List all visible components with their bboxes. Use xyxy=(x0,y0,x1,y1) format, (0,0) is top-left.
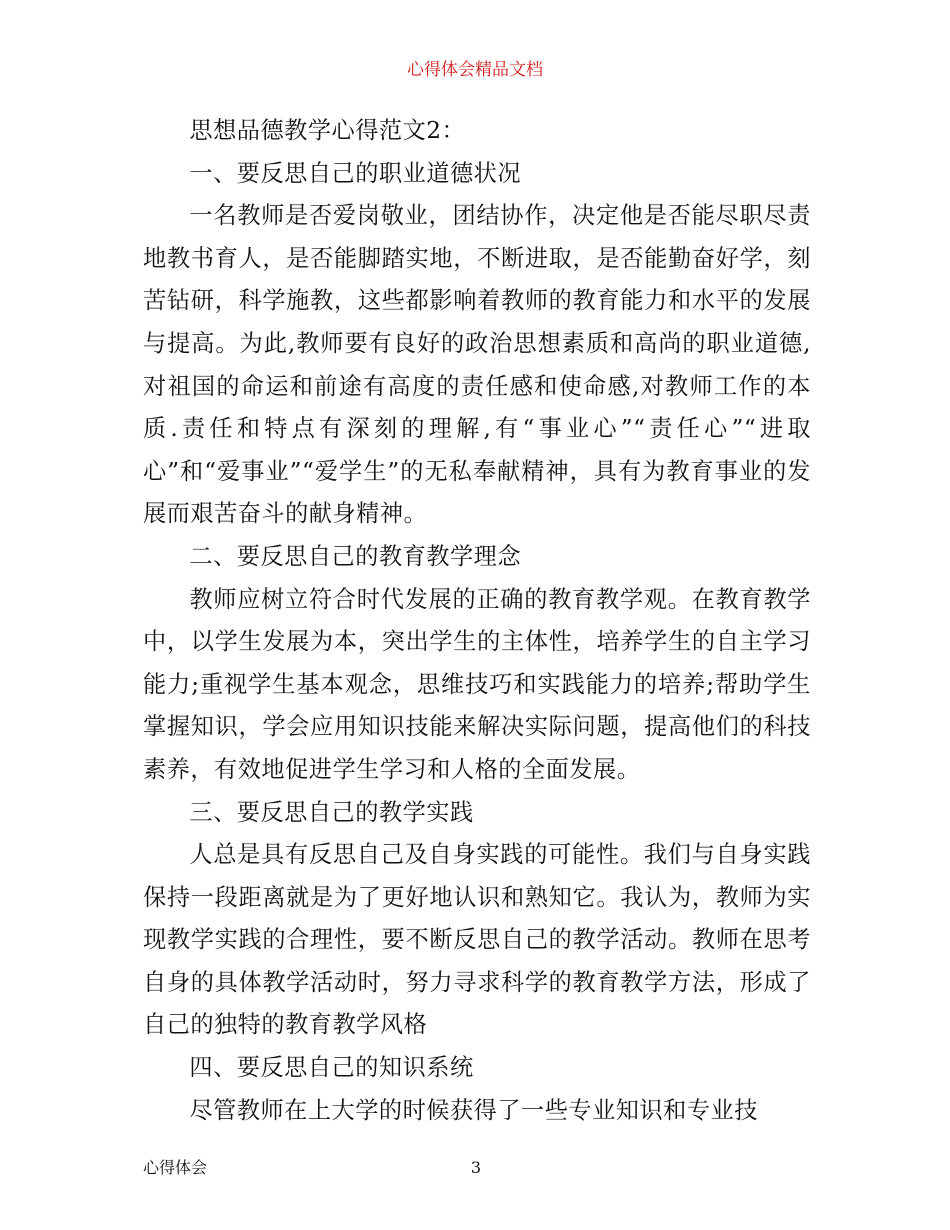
section-heading-2: 二、要反思自己的教育教学理念 xyxy=(189,542,522,570)
section-heading-4: 四、要反思自己的知识系统 xyxy=(189,1054,474,1082)
article-title: 思想品德教学心得范文2： xyxy=(189,117,466,144)
body-paragraph-2: 教师应树立符合时代发展的正确的教育教学观。在教育教学中，以学生发展为本，突出学生的主体性，培养学生的自主学习能力;重视学生基本观念，思维技巧和实践能力的培养;帮助学生掌握知识，学会应用知识技能来解决实际问题，提高他们的科技素养，有效地促进学生学习和人格的全面发展。 xyxy=(143,585,811,783)
body-paragraph-3: 人总是具有反思自己及自身实践的可能性。我们与自身实践保持一段距离就是为了更好地认识和熟知它。我认为，教师为实现教学实践的合理性，要不断反思自己的教学活动。教师在思考自身的具体教学活动时，努力寻求科学的教育教学方法，形成了自己的独特的教育教学风格 xyxy=(143,841,811,1039)
body-paragraph-1: 一名教师是否爱岗敬业，团结协作，决定他是否能尽职尽责地教书育人，是否能脚踏实地，不断进取，是否能勤奋好学，刻苦钻研，科学施教，这些都影响着教师的教育能力和水平的发展与提高。为此,教师要有良好的政治思想素质和高尚的职业道德,对祖国的命运和前途有高度的责任感和使命感,对教师工作的本质.责任和特点有深刻的理解,有“事业心”“责任心”“进取心”和“爱事业”“爱学生”的无私奉献精神，具有为教育事业的发展而艰苦奋斗的献身精神。 xyxy=(143,202,811,528)
document-header-title: 心得体会精品文档 xyxy=(407,60,543,80)
footer-label: 心得体会 xyxy=(143,1158,208,1177)
document-body xyxy=(143,110,811,1132)
page-number: 3 xyxy=(470,1158,482,1177)
section-heading-1: 一、要反思自己的职业道德状况 xyxy=(189,159,522,187)
section-heading-3: 三、要反思自己的教学实践 xyxy=(189,798,474,826)
body-paragraph-4: 尽管教师在上大学的时候获得了一些专业知识和专业技 xyxy=(189,1096,758,1124)
